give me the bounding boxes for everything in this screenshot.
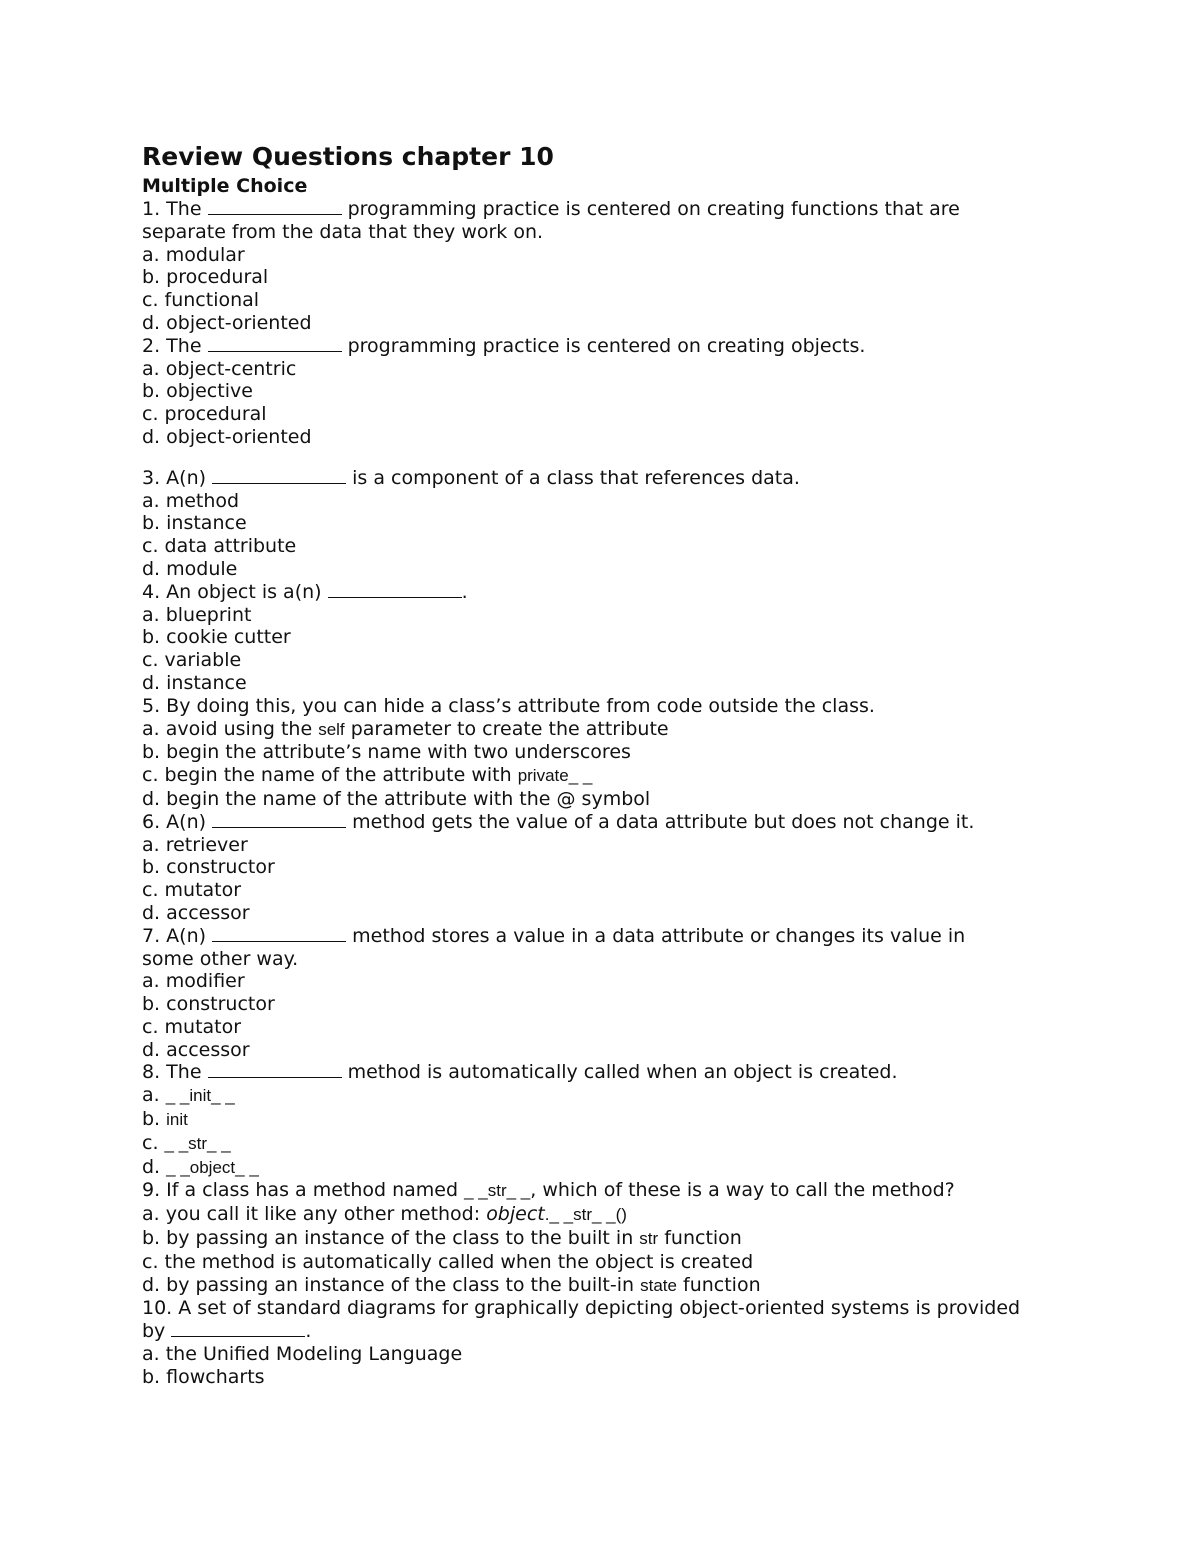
question-2: 2. The programming practice is centered on creating objects. (142, 334, 866, 357)
option: c. mutator (142, 879, 242, 902)
option: a. method (142, 489, 240, 512)
option: d. begin the name of the attribute with the @ symbol (142, 787, 651, 810)
page-title: Review Questions chapter 10 (142, 142, 554, 171)
question-9: 9. If a class has a method named _ _str_ _, which of these is a way to call the method? (142, 1179, 955, 1202)
option: b. constructor (142, 856, 275, 879)
option: b. objective (142, 380, 253, 403)
option: c. mutator (142, 1015, 242, 1038)
question-3: 3. A(n) is a component of a class that references data. (142, 466, 800, 489)
option: d. accessor (142, 1038, 250, 1061)
answer-blank (208, 198, 342, 215)
question-4: 4. An object is a(n) . (142, 580, 468, 603)
answer-blank (208, 335, 342, 352)
option: a. modular (142, 243, 245, 266)
option: a. _ _init_ _ (142, 1084, 235, 1107)
answer-blank (208, 1061, 342, 1078)
option: a. modifier (142, 970, 245, 993)
option: b. init (142, 1108, 188, 1131)
option: b. procedural (142, 266, 269, 289)
question-6: 6. A(n) method gets the value of a data attribute but does not change it. (142, 810, 975, 833)
option: c. _ _str_ _ (142, 1131, 231, 1154)
option: d. _ _object_ _ (142, 1155, 259, 1178)
option: a. the Unified Modeling Language (142, 1343, 463, 1366)
option: d. object-oriented (142, 425, 312, 448)
option: c. functional (142, 289, 260, 312)
option: d. module (142, 557, 238, 580)
option: a. object-centric (142, 357, 297, 380)
answer-blank (212, 467, 346, 484)
document-content (142, 140, 1022, 1389)
question-1: 1. The programming practice is centered on creating functions that are separate from the data that they work on. (142, 198, 960, 243)
paragraph-gap (142, 449, 1022, 467)
option: a. retriever (142, 833, 248, 856)
question-5: 5. By doing this, you can hide a class’s attribute from code outside the class. (142, 694, 875, 717)
option: d. accessor (142, 901, 250, 924)
question-7: 7. A(n) method stores a value in a data attribute or changes its value in some other way. (142, 924, 966, 970)
option: b. flowcharts (142, 1365, 265, 1388)
option: d. object-oriented (142, 311, 312, 334)
option: a. blueprint (142, 603, 252, 626)
section-heading: Multiple Choice (142, 175, 308, 197)
option: b. cookie cutter (142, 626, 291, 649)
option: a. avoid using the self parameter to create the attribute (142, 717, 669, 740)
option: c. variable (142, 649, 242, 672)
answer-blank (328, 581, 462, 598)
option: c. begin the name of the attribute with private_ _ (142, 764, 593, 787)
option: c. data attribute (142, 535, 297, 558)
question-10: 10. A set of standard diagrams for graphically depicting object-oriented systems is provided (142, 1297, 1021, 1320)
option: c. procedural (142, 403, 267, 426)
option: d. by passing an instance of the class to the built-in state function (142, 1273, 761, 1296)
answer-blank (212, 811, 346, 828)
option: b. begin the attribute’s name with two underscores (142, 741, 631, 764)
answer-blank (212, 925, 346, 942)
option: b. by passing an instance of the class to the built in str function (142, 1227, 742, 1250)
answer-blank (171, 1320, 305, 1337)
option: b. instance (142, 512, 247, 535)
option: d. instance (142, 671, 247, 694)
option: c. the method is automatically called when the object is created (142, 1250, 754, 1273)
question-10-continuation: by . (142, 1320, 312, 1343)
question-8: 8. The method is automatically called when an object is created. (142, 1061, 898, 1084)
option: a. you call it like any other method: object._ _str_ _() (142, 1203, 627, 1226)
option: b. constructor (142, 993, 275, 1016)
